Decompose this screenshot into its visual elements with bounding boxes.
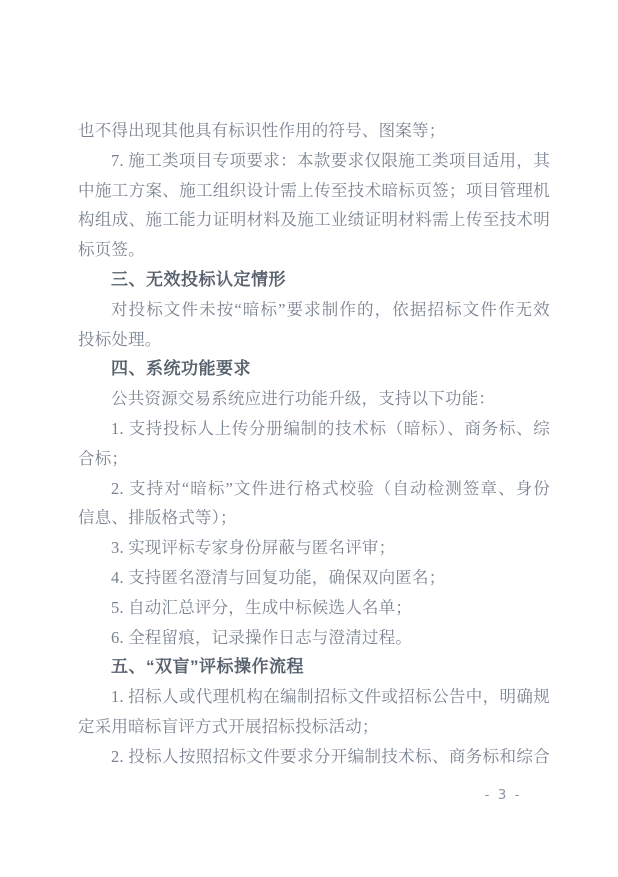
- text-line: 4. 支持匿名澄清与回复功能，确保双向匿名；: [111, 567, 446, 587]
- text-line: 构组成、施工能力证明材料及施工业绩证明材料需上传至技术明: [78, 210, 550, 230]
- text-line: 对投标文件未按“暗标”要求制作的，依据招标文件作无效: [111, 299, 550, 319]
- document-body: [78, 116, 550, 772]
- section-heading: 四、系统功能要求: [111, 359, 251, 379]
- text-line: 1. 招标人或代理机构在编制招标文件或招标公告中，明确规: [111, 687, 550, 707]
- text-line: 也不得出现其他具有标识性作用的符号、图案等；: [78, 121, 446, 140]
- text-line: 7. 施工类项目专项要求：本款要求仅限施工类项目适用，其: [111, 150, 550, 170]
- page-number: - 3 -: [484, 787, 522, 803]
- text-line: 公共资源交易系统应进行功能升级，支持以下功能：: [111, 389, 496, 409]
- text-line: 2. 支持对“暗标”文件进行格式校验（自动检测签章、身份: [111, 478, 550, 498]
- text-line: 合标；: [78, 448, 129, 468]
- text-line: 投标处理。: [78, 329, 162, 349]
- section-heading: 三、无效投标认定情形: [111, 269, 286, 289]
- text-line: 中施工方案、施工组织设计需上传至技术暗标页签；项目管理机: [78, 180, 550, 200]
- text-line: 定采用暗标盲评方式开展招标投标活动；: [78, 716, 379, 736]
- text-line: 3. 实现评标专家身份屏蔽与匿名评审；: [111, 538, 396, 558]
- section-heading: 五、“双盲”评标操作流程: [111, 657, 304, 677]
- text-line: 2. 投标人按照招标文件要求分开编制技术标、商务标和综合: [111, 746, 550, 766]
- text-line: 信息、排版格式等）；: [78, 508, 237, 528]
- text-line: 标页签。: [78, 240, 145, 260]
- text-line: 5. 自动汇总评分，生成中标候选人名单；: [111, 597, 412, 617]
- text-line: 1. 支持投标人上传分册编制的技术标（暗标）、商务标、综: [111, 418, 550, 438]
- text-line: 6. 全程留痕，记录操作日志与澄清过程。: [111, 627, 412, 647]
